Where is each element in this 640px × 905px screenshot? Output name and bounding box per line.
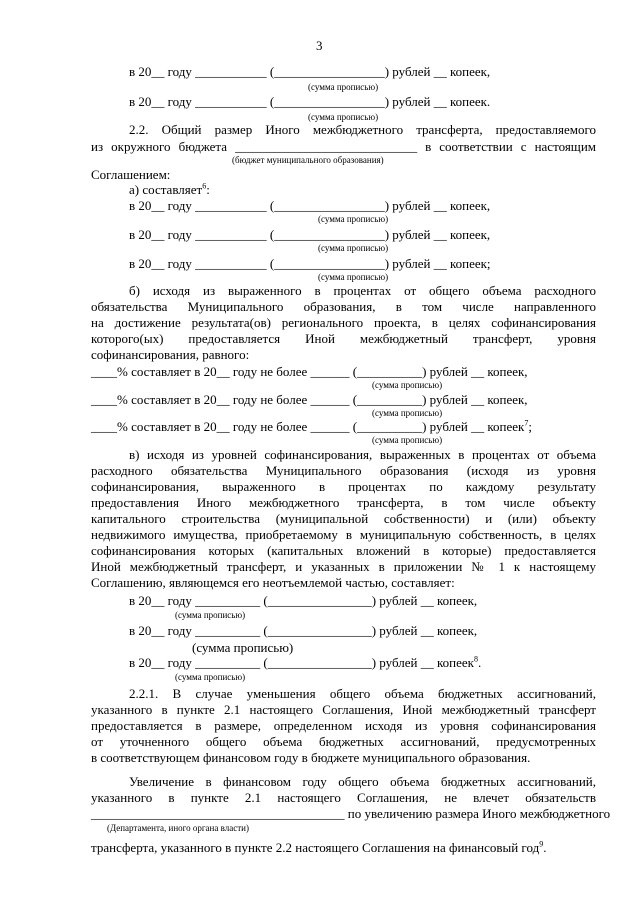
paragraph-v-line: Соглашению, являющемся его неотъемлемой частью, составляет: — [91, 575, 455, 590]
subitem-a-label: а) составляет$^6$: — [129, 181, 210, 197]
year-amount-line: в 20__ году ___________ (_________________) рублей __ копеек, — [129, 198, 491, 213]
percent-line: ____% составляет в 20__ году не более ______ (__________) рублей __ копеек, — [91, 364, 528, 379]
paragraph-b-line: софинансирования, равного: — [91, 347, 250, 362]
amount-hint: (сумма прописью) — [318, 272, 389, 282]
paragraph-v-line: предоставления Иного межбюджетного трансферта, в том числе объекту — [91, 495, 596, 510]
paragraph-increase-line: трансферта, указанного в пункте 2.2 настоящего Соглашения на финансовый год$^9$. — [91, 839, 547, 855]
amount-hint: (сумма прописью) — [308, 82, 379, 92]
amount-hint-large: (сумма прописью) — [192, 640, 294, 655]
year-amount-line: в 20__ году __________ (________________) рублей __ копеек, — [129, 623, 478, 638]
paragraph-2-2-1-line: предоставляется в размере, определенном исходя из уровня софинансирования — [91, 718, 596, 733]
paragraph-b-line: на достижение результата(ов) регионального проекта, в целях софинансирования — [91, 315, 596, 330]
paragraph-2-2-line: Соглашением: — [91, 167, 171, 182]
paragraph-v-line: софинансирования которых (капитальных вложений в которые) предоставляется — [91, 543, 596, 558]
paragraph-v-line: Иной межбюджетный трансферт, и указанных в приложении № 1 к настоящему — [91, 559, 596, 574]
page-number: 3 — [316, 38, 323, 53]
amount-hint: (сумма прописью) — [318, 214, 389, 224]
amount-hint: (сумма прописью) — [308, 112, 379, 122]
paragraph-2-2-1-line: указанного в пункте 2.1 настоящего Соглашения, Иной межбюджетный трансферт — [91, 702, 596, 717]
paragraph-2-2-1-line: в соответствующем финансовом году в бюджете муниципального образования. — [91, 750, 531, 765]
footnote-ref: 6 — [202, 181, 207, 191]
paragraph-b-line: которого(ых) предоставляется Иной межбюджетный трансферт, уровня — [91, 331, 596, 346]
paragraph-b-line: б) исходя из выраженного в процентах от общего объема расходного — [129, 283, 596, 298]
budget-hint: (бюджет муниципального образования) — [232, 155, 384, 165]
paragraph-increase-line: _______________________________________ по увеличению размера Иного межбюджетного — [91, 806, 611, 821]
paragraph-2-2-line: 2.2. Общий размер Иного межбюджетного трансферта, предоставляемого — [129, 122, 596, 137]
paragraph-2-2-1-line: от уточненного общего объема бюджетных ассигнований, предусмотренных — [91, 734, 596, 749]
paragraph-v-line: капитального строительства (муниципальной собственности) и (или) объекту — [91, 511, 596, 526]
amount-hint: (сумма прописью) — [372, 380, 443, 390]
footnote-ref: 7 — [524, 418, 529, 428]
paragraph-v-line: в) исходя из уровней софинансирования, выраженных в процентах от объема — [129, 447, 596, 462]
amount-hint: (сумма прописью) — [175, 672, 246, 682]
amount-hint: (сумма прописью) — [318, 243, 389, 253]
paragraph-increase-line: Увеличение в финансовом году общего объема бюджетных ассигнований, — [129, 774, 596, 789]
year-amount-line: в 20__ году __________ (________________) рублей __ копеек$^8$. — [129, 654, 482, 670]
year-amount-line: в 20__ году ___________ (_________________) рублей __ копеек. — [129, 94, 491, 109]
paragraph-v-line: расходного обязательства Муниципального образования (исходя из уровня — [91, 463, 596, 478]
amount-hint: (сумма прописью) — [175, 610, 246, 620]
percent-line: ____% составляет в 20__ году не более ______ (__________) рублей __ копеек, — [91, 392, 528, 407]
paragraph-b-line: обязательства Муниципального образования, в том числе направленного — [91, 299, 596, 314]
paragraph-increase-line: указанного в пункте 2.1 настоящего Соглашения, не влечет обязательств — [91, 790, 596, 805]
percent-line: ____% составляет в 20__ году не более ______ (__________) рублей __ копеек$^7$; — [91, 418, 532, 434]
authority-hint: (Департамента, иного органа власти) — [107, 823, 249, 833]
paragraph-v-line: недвижимого имущества, приобретаемому в муниципальную собственность, в целях — [91, 527, 596, 542]
amount-hint: (сумма прописью) — [372, 408, 443, 418]
footnote-ref: 9 — [539, 839, 544, 849]
amount-hint: (сумма прописью) — [372, 435, 443, 445]
year-amount-line: в 20__ году ___________ (_________________) рублей __ копеек, — [129, 227, 491, 242]
paragraph-2-2-1-line: 2.2.1. В случае уменьшения общего объема бюджетных ассигнований, — [129, 686, 596, 701]
paragraph-v-line: софинансирования, выраженного в процентах по каждому результату — [91, 479, 596, 494]
paragraph-2-2-line: из окружного бюджета ____________________________ в соответствии с настоящим — [91, 139, 596, 154]
footnote-ref: 8 — [473, 654, 478, 664]
year-amount-line: в 20__ году ___________ (_________________) рублей __ копеек, — [129, 64, 491, 79]
year-amount-line: в 20__ году ___________ (_________________) рублей __ копеек; — [129, 256, 491, 271]
year-amount-line: в 20__ году __________ (________________) рублей __ копеек, — [129, 593, 478, 608]
